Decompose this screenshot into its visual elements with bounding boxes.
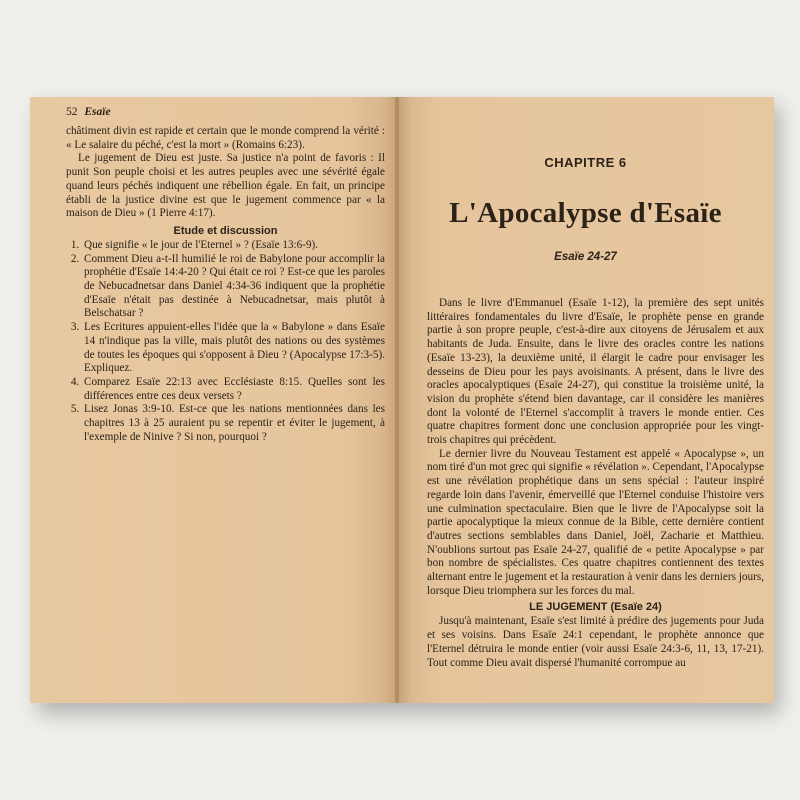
study-heading: Etude et discussion bbox=[173, 224, 278, 237]
running-head bbox=[66, 105, 385, 119]
question-item: 3. Les Ecritures appuient-elles l'idée que la « Babylone » dans Esaïe 14 n'indique pas la ville, mais plutôt des nations ou des systèmes de toutes les époques qui s'opposent à Dieu ? (Apocalypse 17:3-5). Expliquez. bbox=[82, 321, 385, 376]
right-paragraph-1: Dans le livre d'Emmanuel (Esaïe 1-12), la première des sept unités littéraires fondamentales du livre d'Esaïe, le prophète pense en grande partie à son propre peuple, c'est-à-dire aux citoyens de Jérusalem et aux habitants de Juda. Ensuite, dans le livre des oracles contre les nations (Esaïe 13-23), la deuxième unité, il élargit le cadre pour envisager les desseins de Dieu pour les pays avoisinants. A présent, dans le livre des oracles apocalyptiques (Esaïe 24-27), qui constitue la troisième unité, la vision du prophète s'étend bien davantage, car il considère les manières dont la volonté de l'Eternel s'accomplit à travers le monde entier. Ces quatre chapitres forment donc une conclusion appropriée pour les vingt-trois chapitres qui précèdent. bbox=[427, 297, 764, 447]
chapter-reference: Esaïe 24-27 bbox=[554, 251, 617, 263]
question-item: 1. Que signifie « le jour de l'Eternel » ? (Esaïe 13:6-9). bbox=[82, 239, 385, 253]
question-item: 4. Comparez Esaïe 22:13 avec Ecclésiaste 8:15. Quelles sont les différences entre ces deux versets ? bbox=[82, 376, 385, 403]
left-paragraph-2: Le jugement de Dieu est juste. Sa justice n'a point de favoris : Il punit Son peuple choisi et les autres peuples avec une sévérité égale quand leurs péchés indiquent une rébellion égale. En fait, un principe établi de la justice divine est que le jugement commence par « la maison de Dieu » (1 Pierre 4:17). bbox=[66, 152, 385, 220]
left-paragraph-1: châtiment divin est rapide et certain que le monde comprend la vérité : « Le salaire du péché, c'est la mort » (Romains 6:23). bbox=[66, 125, 385, 151]
running-title: Esaïe bbox=[84, 106, 111, 118]
right-page bbox=[397, 97, 774, 703]
chapter-label: CHAPITRE 6 bbox=[544, 155, 627, 170]
question-item: 2. Comment Dieu a-t-Il humilié le roi de Babylone pour accomplir la prophétie d'Esaïe 14:4-20 ? Qui était ce roi ? Est-ce que les paroles de Nebucadnetsar dans Daniel 4:34-36 indiquent que la prophétie d'Esaïe n'était pas destinée à Nebucadnetsar, mais plutôt à Belschatsar ? bbox=[82, 253, 385, 322]
page-number: 52 bbox=[66, 106, 78, 118]
question-list bbox=[66, 239, 385, 445]
right-body bbox=[427, 297, 764, 670]
book-gutter bbox=[395, 97, 399, 703]
section-heading: LE JUGEMENT (Esaïe 24) bbox=[529, 601, 662, 614]
open-book bbox=[30, 97, 774, 703]
left-page bbox=[30, 97, 397, 703]
question-item: 5. Lisez Jonas 3:9-10. Est-ce que les nations mentionnées dans les chapitres 13 à 25 auraient pu se repentir et éviter le jugement, à l'exemple de Ninive ? Si non, pourquoi ? bbox=[82, 403, 385, 444]
right-paragraph-2: Le dernier livre du Nouveau Testament est appelé « Apocalypse », un nom tiré d'un mot grec qui signifie « révélation ». Cependant, l'Apocalypse est une révélation prophétique dans un sens spécial : l'auteur inspiré regarde loin dans l'avenir, émerveillé que l'Eternel conduise l'histoire vers une culmination spectaculaire. Bien que le livre de l'Apocalypse soit la partie apocalyptique la mieux connue de la Bible, cette dernière contient d'autres sections semblables dans Daniel, Joël, Zacharie et Matthieu. N'oublions surtout pas Esaïe 24-27, qualifié de « petite Apocalypse » par bon nombre de spécialistes. Ces quatre chapitres contiennent des textes alternant entre le jugement et la restauration à venir dans les derniers jours, lorsque Dieu triomphera sur les forces du mal. bbox=[427, 447, 764, 597]
right-paragraph-3: Jusqu'à maintenant, Esaïe s'est limité à prédire des jugements pour Juda et ses voisins. Dans Esaïe 24:1 cependant, le prophète annonce que l'Eternel détruira le monde entier (voir aussi Esaïe 24:3-6, 11, 13, 17-21). Tout comme Dieu avait dispersé l'humanité corrompue au bbox=[427, 615, 764, 669]
chapter-title: L'Apocalypse d'Esaïe bbox=[449, 197, 722, 229]
